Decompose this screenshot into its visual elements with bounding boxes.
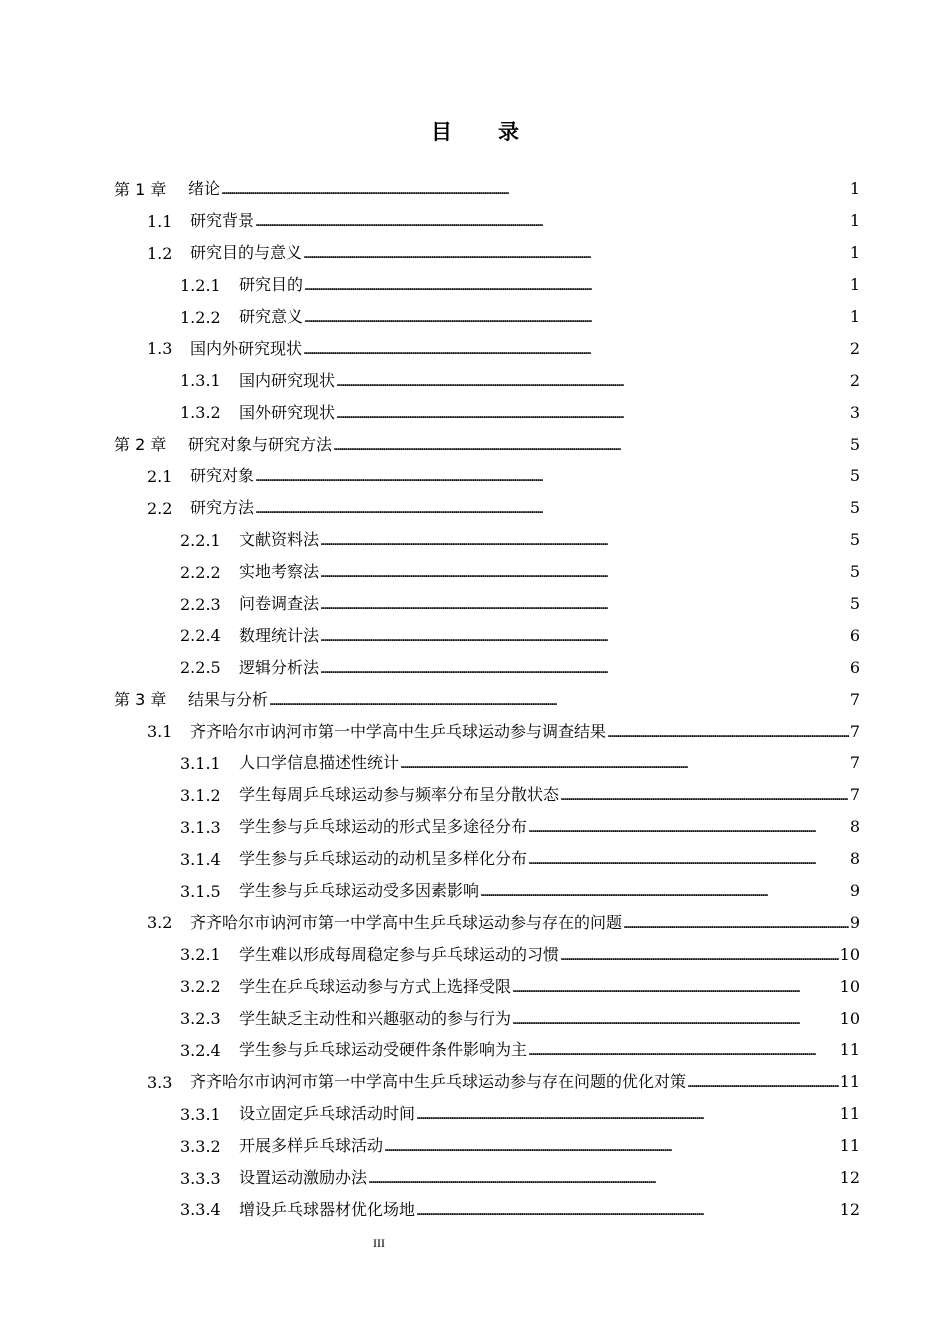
toc-entry-number: 3.3.2: [180, 1136, 221, 1156]
toc-leader-dots: [320, 595, 849, 615]
toc-leader-dots: [304, 276, 849, 296]
toc-entry-body: [239, 275, 860, 296]
toc-entry-number: 1.3.2: [180, 403, 221, 423]
toc-entry-number: 3.1: [147, 722, 173, 742]
toc-entry-page: 3: [849, 402, 860, 422]
toc-entry-number: 2.2.1: [180, 530, 221, 550]
toc-entry-title: 设立固定乒乓球活动时间: [239, 1104, 416, 1124]
toc-leader-dots: [560, 786, 849, 806]
toc-entry-number: 第 3 章: [114, 690, 167, 710]
toc-entry-title: 学生每周乒乓球运动参与频率分布呈分散状态: [239, 785, 560, 805]
toc-entry-title: 学生参与乒乓球运动的动机呈多样化分布: [239, 849, 528, 869]
toc-entry[interactable]: [0, 780, 950, 812]
toc-entry[interactable]: [0, 238, 950, 270]
toc-entry[interactable]: [0, 907, 950, 939]
toc-entry-body: [239, 1040, 860, 1061]
toc-entry-page: 1: [849, 307, 860, 326]
toc-entry-title: 学生缺乏主动性和兴趣驱动的参与行为: [239, 1008, 512, 1028]
toc-entry-number: 3.3.4: [180, 1200, 221, 1220]
toc-leader-dots: [269, 691, 849, 711]
toc-entry[interactable]: [0, 812, 950, 844]
toc-entry[interactable]: [0, 525, 950, 557]
toc-leader-dots: [607, 723, 849, 743]
toc-entry-body: [239, 753, 860, 774]
toc-entry-body: [188, 690, 860, 711]
toc-entry-title: 研究对象: [190, 466, 255, 486]
toc-entry-page: 8: [849, 849, 860, 869]
toc-entry-number: 第 2 章: [114, 435, 167, 455]
toc-entry-number: 3.1.4: [180, 849, 221, 869]
toc-entry-title: 研究目的: [239, 275, 304, 295]
toc-entry-page: 10: [839, 1008, 860, 1028]
toc-entry[interactable]: [0, 844, 950, 876]
toc-leader-dots: [384, 1137, 839, 1157]
toc-entry-title: 实地考察法: [239, 562, 320, 582]
toc-entry-page: 5: [849, 434, 860, 454]
toc-entry-page: 11: [839, 1136, 860, 1156]
toc-entry-page: 1: [849, 275, 860, 295]
toc-leader-dots: [528, 1041, 839, 1061]
toc-leader-dots: [320, 531, 849, 551]
toc-entry-page: 11: [839, 1072, 860, 1092]
toc-entry-page: 11: [839, 1104, 860, 1124]
toc-entry-page: 8: [849, 817, 860, 837]
toc-entry-page: 1: [849, 243, 860, 263]
toc-entry[interactable]: [0, 493, 950, 525]
toc-entry[interactable]: [0, 1035, 950, 1067]
toc-leader-dots: [528, 818, 849, 838]
toc-entry-body: [239, 785, 860, 806]
toc-leader-dots: [333, 436, 849, 456]
toc-leader-dots: [303, 340, 849, 360]
toc-entry[interactable]: [0, 302, 950, 334]
toc-entry-number: 3.2.1: [180, 945, 221, 965]
toc-entry-title: 齐齐哈尔市讷河市第一中学高中生乒乓球运动参与存在的问题: [190, 912, 623, 932]
toc-leader-dots: [400, 754, 849, 774]
toc-entry[interactable]: [0, 684, 950, 716]
toc-entry-number: 第 1 章: [114, 179, 167, 199]
toc-entry-page: 1: [849, 179, 860, 199]
toc-entry-number: 1.2.1: [180, 275, 221, 295]
toc-entry-page: 7: [849, 689, 860, 709]
toc-entry-body: [188, 179, 860, 200]
toc-leader-dots: [560, 946, 839, 966]
toc-entry-body: [190, 243, 860, 264]
toc-leader-dots: [221, 180, 849, 200]
toc-entry[interactable]: [0, 557, 950, 589]
toc-entry[interactable]: [0, 716, 950, 748]
toc-entry-number: 3.3: [147, 1072, 173, 1092]
toc-entry-page: 12: [839, 1168, 860, 1188]
toc-entry-number: 3.2.2: [180, 977, 221, 997]
toc-entry-body: [190, 722, 860, 743]
toc-entry-title: 研究意义: [239, 307, 304, 326]
toc-entry-title: 齐齐哈尔市讷河市第一中学高中生乒乓球运动参与调查结果: [190, 721, 607, 741]
toc-entry[interactable]: [0, 270, 950, 302]
toc-entry-number: 2.2: [147, 498, 173, 518]
toc-entry-number: 3.3.1: [180, 1104, 221, 1124]
toc-leader-dots: [416, 1201, 839, 1221]
toc-leader-dots: [480, 882, 849, 902]
page-number-footer: III: [373, 1236, 385, 1250]
toc-entry-number: 2.2.4: [180, 626, 221, 646]
toc-entry-body: [239, 594, 860, 615]
toc-entry-number: 1.3: [147, 339, 173, 359]
toc-entry-title: 文献资料法: [239, 530, 320, 550]
toc-leader-dots: [320, 627, 849, 647]
toc-entry-page: 7: [849, 721, 860, 741]
toc-entry-body: [190, 498, 860, 519]
toc-entry-body: [188, 435, 860, 456]
toc-entry-title: 增设乒乓球器材优化场地: [239, 1199, 416, 1219]
toc-entry-title: 研究目的与意义: [190, 243, 303, 263]
toc-entry-page: 6: [849, 657, 860, 677]
toc-entry-title: 齐齐哈尔市讷河市第一中学高中生乒乓球运动参与存在问题的优化对策: [190, 1072, 687, 1092]
toc-entry-title: 人口学信息描述性统计: [239, 753, 400, 773]
toc-title-char-1: 目: [431, 120, 452, 144]
toc-entry-page: 7: [849, 785, 860, 805]
toc-entry[interactable]: [0, 1067, 950, 1099]
toc-entry[interactable]: [0, 1163, 950, 1195]
table-of-contents: [0, 174, 950, 1226]
toc-entry-page: 2: [849, 370, 860, 390]
toc-entry-number: 1.1: [147, 211, 173, 231]
toc-leader-dots: [255, 499, 849, 519]
toc-entry-number: 3.1.1: [180, 753, 221, 773]
toc-entry-number: 3.3.3: [180, 1168, 221, 1188]
toc-entry-number: 3.2.4: [180, 1040, 221, 1060]
toc-entry[interactable]: [0, 174, 950, 206]
toc-title: [0, 116, 950, 146]
toc-entry-number: 2.2.3: [180, 594, 221, 614]
toc-entry-page: 5: [849, 562, 860, 582]
toc-leader-dots: [512, 978, 839, 998]
toc-entry-body: [239, 1104, 860, 1125]
toc-entry-page: 11: [839, 1040, 860, 1060]
toc-entry-body: [239, 371, 860, 392]
toc-leader-dots: [303, 244, 849, 264]
toc-entry-body: [190, 211, 860, 232]
toc-entry-title: 学生参与乒乓球运动的形式呈多途径分布: [239, 817, 528, 837]
toc-entry-page: 7: [849, 753, 860, 773]
toc-entry-body: [239, 658, 860, 679]
toc-entry-title: 学生参与乒乓球运动受多因素影响: [239, 881, 480, 901]
toc-entry-body: [239, 881, 860, 902]
toc-entry-page: 5: [849, 498, 860, 518]
toc-entry-body: [239, 817, 860, 838]
toc-entry-title: 数理统计法: [239, 625, 320, 645]
toc-entry[interactable]: [0, 652, 950, 684]
toc-leader-dots: [320, 563, 849, 583]
toc-entry-title: 问卷调查法: [239, 594, 320, 614]
toc-entry[interactable]: [0, 620, 950, 652]
toc-entry[interactable]: [0, 971, 950, 1003]
toc-leader-dots: [687, 1073, 839, 1093]
toc-entry-number: 1.2: [147, 243, 173, 263]
toc-entry[interactable]: [0, 1003, 950, 1035]
toc-entry-title: 绪论: [188, 179, 221, 199]
toc-entry-title: 学生难以形成每周稳定参与乒乓球运动的习惯: [239, 944, 560, 964]
toc-entry-title: 国内外研究现状: [190, 338, 303, 358]
toc-leader-dots: [512, 1010, 839, 1030]
toc-entry-body: [190, 913, 860, 934]
toc-leader-dots: [255, 467, 849, 487]
toc-entry-page: 12: [839, 1199, 860, 1219]
toc-entry-title: 国外研究现状: [239, 402, 336, 422]
toc-entry-body: [190, 339, 860, 360]
toc-entry-page: 9: [849, 912, 860, 932]
toc-entry-body: [239, 1009, 860, 1030]
toc-entry-title: 研究方法: [190, 498, 255, 518]
toc-entry-page: 2: [849, 338, 860, 358]
toc-entry-title: 学生在乒乓球运动参与方式上选择受限: [239, 976, 512, 996]
toc-entry-body: [190, 466, 860, 487]
toc-entry-body: [239, 307, 860, 328]
toc-entry[interactable]: [0, 1195, 950, 1227]
toc-entry-page: 5: [849, 594, 860, 614]
toc-leader-dots: [368, 1169, 839, 1189]
toc-entry-page: 9: [849, 881, 860, 901]
toc-entry-number: 1.2.2: [180, 307, 221, 327]
toc-entry-number: 3.1.3: [180, 817, 221, 837]
toc-entry-title: 学生参与乒乓球运动受硬件条件影响为主: [239, 1040, 528, 1060]
toc-entry-body: [239, 849, 860, 870]
toc-leader-dots: [320, 659, 849, 679]
toc-entry[interactable]: [0, 939, 950, 971]
toc-entry-body: [239, 1136, 860, 1157]
toc-leader-dots: [336, 372, 849, 392]
toc-entry-title: 逻辑分析法: [239, 657, 320, 677]
toc-entry-body: [190, 1072, 860, 1093]
toc-entry-number: 3.2.3: [180, 1009, 221, 1029]
toc-entry-page: 10: [839, 944, 860, 964]
toc-entry[interactable]: [0, 876, 950, 908]
toc-entry-page: 1: [849, 211, 860, 231]
toc-entry-title: 开展多样乒乓球活动: [239, 1136, 384, 1156]
toc-entry-title: 研究对象与研究方法: [188, 434, 333, 454]
toc-entry-body: [239, 403, 860, 424]
toc-entry[interactable]: [0, 748, 950, 780]
toc-entry-number: 1.3.1: [180, 371, 221, 391]
toc-leader-dots: [623, 914, 849, 934]
toc-entry-page: 10: [839, 976, 860, 996]
toc-entry-number: 2.2.2: [180, 562, 221, 582]
toc-entry-body: [239, 626, 860, 647]
toc-entry[interactable]: [0, 1099, 950, 1131]
toc-entry[interactable]: [0, 429, 950, 461]
toc-entry-body: [239, 562, 860, 583]
toc-leader-dots: [255, 212, 849, 232]
toc-entry-number: 2.1: [147, 466, 173, 486]
toc-entry-body: [239, 1168, 860, 1189]
toc-entry-page: 5: [849, 530, 860, 550]
toc-entry[interactable]: [0, 461, 950, 493]
toc-entry-title: 国内研究现状: [239, 370, 336, 390]
toc-entry-page: 6: [849, 625, 860, 645]
toc-entry-title: 研究背景: [190, 211, 255, 231]
toc-title-char-2: 录: [498, 120, 519, 144]
toc-entry-body: [239, 1200, 860, 1221]
toc-entry[interactable]: [0, 397, 950, 429]
toc-entry-body: [239, 530, 860, 551]
toc-entry-number: 3.1.2: [180, 785, 221, 805]
toc-entry-title: 结果与分析: [188, 689, 269, 709]
toc-leader-dots: [336, 404, 849, 424]
toc-entry[interactable]: [0, 206, 950, 238]
toc-leader-dots: [416, 1105, 839, 1125]
toc-entry[interactable]: [0, 1131, 950, 1163]
toc-entry-page: 5: [849, 466, 860, 486]
toc-entry-number: 2.2.5: [180, 658, 221, 678]
toc-leader-dots: [528, 850, 849, 870]
toc-entry-title: 设置运动激励办法: [239, 1168, 368, 1188]
toc-entry[interactable]: [0, 365, 950, 397]
toc-entry-number: 3.2: [147, 913, 173, 933]
toc-entry-number: 3.1.5: [180, 881, 221, 901]
toc-entry-body: [239, 977, 860, 998]
toc-entry[interactable]: [0, 589, 950, 621]
toc-entry-body: [239, 945, 860, 966]
toc-entry[interactable]: [0, 333, 950, 365]
toc-leader-dots: [304, 308, 849, 328]
